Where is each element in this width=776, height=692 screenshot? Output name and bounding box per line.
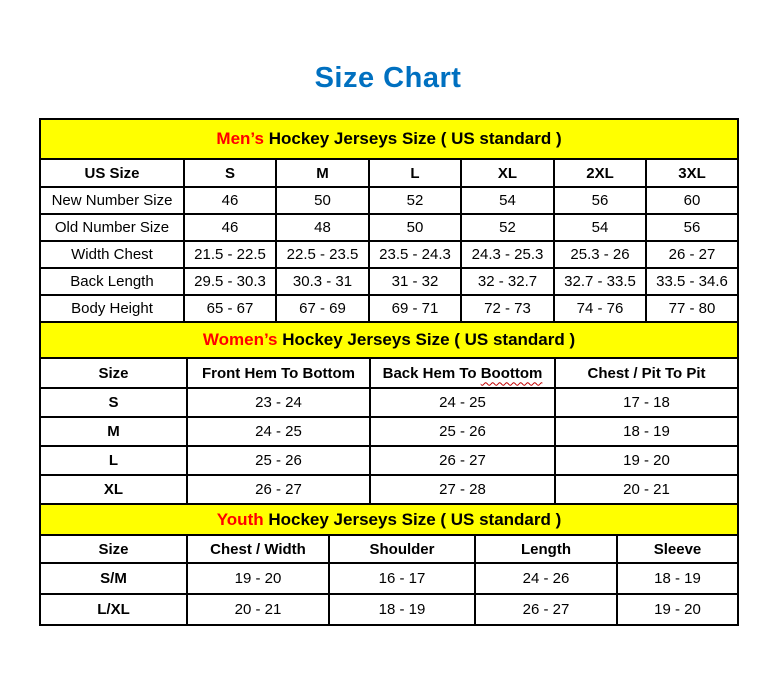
womens-header-row xyxy=(40,358,738,388)
size-value: 60 xyxy=(646,187,738,214)
size-value: 19 - 20 xyxy=(555,446,738,475)
column-header: Front Hem To Bottom xyxy=(187,358,370,388)
mens-band-text: Hockey Jerseys Size ( US standard ) xyxy=(268,129,562,148)
size-value: 56 xyxy=(554,187,646,214)
size-value: 50 xyxy=(369,214,461,241)
row-label: M xyxy=(40,417,187,446)
size-value: 32 - 32.7 xyxy=(461,268,554,295)
size-chart xyxy=(39,118,737,626)
mens-header-row xyxy=(40,159,738,187)
size-value: 30.3 - 31 xyxy=(276,268,369,295)
row-label: New Number Size xyxy=(40,187,184,214)
size-value: 46 xyxy=(184,214,276,241)
size-value: 22.5 - 23.5 xyxy=(276,241,369,268)
size-value: 50 xyxy=(276,187,369,214)
size-value: 20 - 21 xyxy=(187,594,329,625)
size-value: 25 - 26 xyxy=(370,417,555,446)
youth-header-row xyxy=(40,535,738,563)
column-header: Chest / Width xyxy=(187,535,329,563)
size-value: 26 - 27 xyxy=(370,446,555,475)
column-header: US Size xyxy=(40,159,184,187)
size-value: 77 - 80 xyxy=(646,295,738,322)
column-header: 2XL xyxy=(554,159,646,187)
column-header: S xyxy=(184,159,276,187)
column-header: Size xyxy=(40,358,187,388)
size-value: 23 - 24 xyxy=(187,388,370,417)
mens-size-table xyxy=(39,118,739,323)
size-value: 26 - 27 xyxy=(187,475,370,504)
column-header: Sleeve xyxy=(617,535,738,563)
column-header: Shoulder xyxy=(329,535,475,563)
size-value: 74 - 76 xyxy=(554,295,646,322)
size-value: 72 - 73 xyxy=(461,295,554,322)
youth-highlight-word: Youth xyxy=(216,509,264,529)
womens-section-title xyxy=(40,322,738,358)
size-value: 16 - 17 xyxy=(329,563,475,594)
row-label: Back Length xyxy=(40,268,184,295)
size-value: 23.5 - 24.3 xyxy=(369,241,461,268)
size-value: 67 - 69 xyxy=(276,295,369,322)
size-value: 24 - 26 xyxy=(475,563,617,594)
column-header: 3XL xyxy=(646,159,738,187)
womens-section-band xyxy=(40,322,738,358)
table-row xyxy=(40,563,738,594)
size-value: 27 - 28 xyxy=(370,475,555,504)
mens-section-band xyxy=(40,119,738,159)
row-label: XL xyxy=(40,475,187,504)
row-label: Old Number Size xyxy=(40,214,184,241)
size-value: 52 xyxy=(369,187,461,214)
column-header xyxy=(370,358,555,388)
table-row xyxy=(40,388,738,417)
size-value: 65 - 67 xyxy=(184,295,276,322)
size-value: 18 - 19 xyxy=(617,563,738,594)
page-title: Size Chart xyxy=(314,62,462,94)
table-row xyxy=(40,446,738,475)
womens-highlight-word: Women’s xyxy=(202,330,278,349)
size-value: 25.3 - 26 xyxy=(554,241,646,268)
misspelled-word: Boottom xyxy=(480,364,543,382)
row-label: S xyxy=(40,388,187,417)
size-value: 17 - 18 xyxy=(555,388,738,417)
size-value: 24 - 25 xyxy=(370,388,555,417)
row-label: L xyxy=(40,446,187,475)
size-value: 31 - 32 xyxy=(369,268,461,295)
column-header: L xyxy=(369,159,461,187)
row-label: S/M xyxy=(40,563,187,594)
size-value: 21.5 - 22.5 xyxy=(184,241,276,268)
table-row xyxy=(40,214,738,241)
size-value: 33.5 - 34.6 xyxy=(646,268,738,295)
womens-band-text: Hockey Jerseys Size ( US standard ) xyxy=(282,330,576,349)
size-value: 56 xyxy=(646,214,738,241)
size-value: 18 - 19 xyxy=(555,417,738,446)
table-row xyxy=(40,241,738,268)
size-value: 29.5 - 30.3 xyxy=(184,268,276,295)
size-value: 54 xyxy=(461,187,554,214)
mens-section-title xyxy=(40,119,738,159)
womens-size-table xyxy=(39,321,739,505)
row-label: Body Height xyxy=(40,295,184,322)
column-header: Size xyxy=(40,535,187,563)
column-header: Chest / Pit To Pit xyxy=(555,358,738,388)
size-value: 48 xyxy=(276,214,369,241)
column-header: XL xyxy=(461,159,554,187)
size-value: 19 - 20 xyxy=(617,594,738,625)
table-row xyxy=(40,187,738,214)
youth-size-table xyxy=(39,503,739,626)
size-value: 54 xyxy=(554,214,646,241)
mens-highlight-word: Men’s xyxy=(216,129,264,148)
table-row xyxy=(40,594,738,625)
youth-section-band xyxy=(40,504,738,535)
size-value: 25 - 26 xyxy=(187,446,370,475)
table-row xyxy=(40,268,738,295)
size-value: 32.7 - 33.5 xyxy=(554,268,646,295)
row-label: Width Chest xyxy=(40,241,184,268)
column-header: Length xyxy=(475,535,617,563)
size-value: 69 - 71 xyxy=(369,295,461,322)
size-value: 20 - 21 xyxy=(555,475,738,504)
table-row xyxy=(40,295,738,322)
size-value: 26 - 27 xyxy=(646,241,738,268)
table-row xyxy=(40,417,738,446)
column-header-text: Back Hem To xyxy=(382,364,477,382)
table-row xyxy=(40,475,738,504)
size-value: 24.3 - 25.3 xyxy=(461,241,554,268)
size-value: 19 - 20 xyxy=(187,563,329,594)
size-value: 24 - 25 xyxy=(187,417,370,446)
size-value: 52 xyxy=(461,214,554,241)
youth-band-text: Hockey Jerseys Size ( US standard ) xyxy=(268,509,562,529)
size-value: 26 - 27 xyxy=(475,594,617,625)
row-label: L/XL xyxy=(40,594,187,625)
size-value: 18 - 19 xyxy=(329,594,475,625)
youth-section-title xyxy=(40,504,738,535)
size-value: 46 xyxy=(184,187,276,214)
column-header: M xyxy=(276,159,369,187)
